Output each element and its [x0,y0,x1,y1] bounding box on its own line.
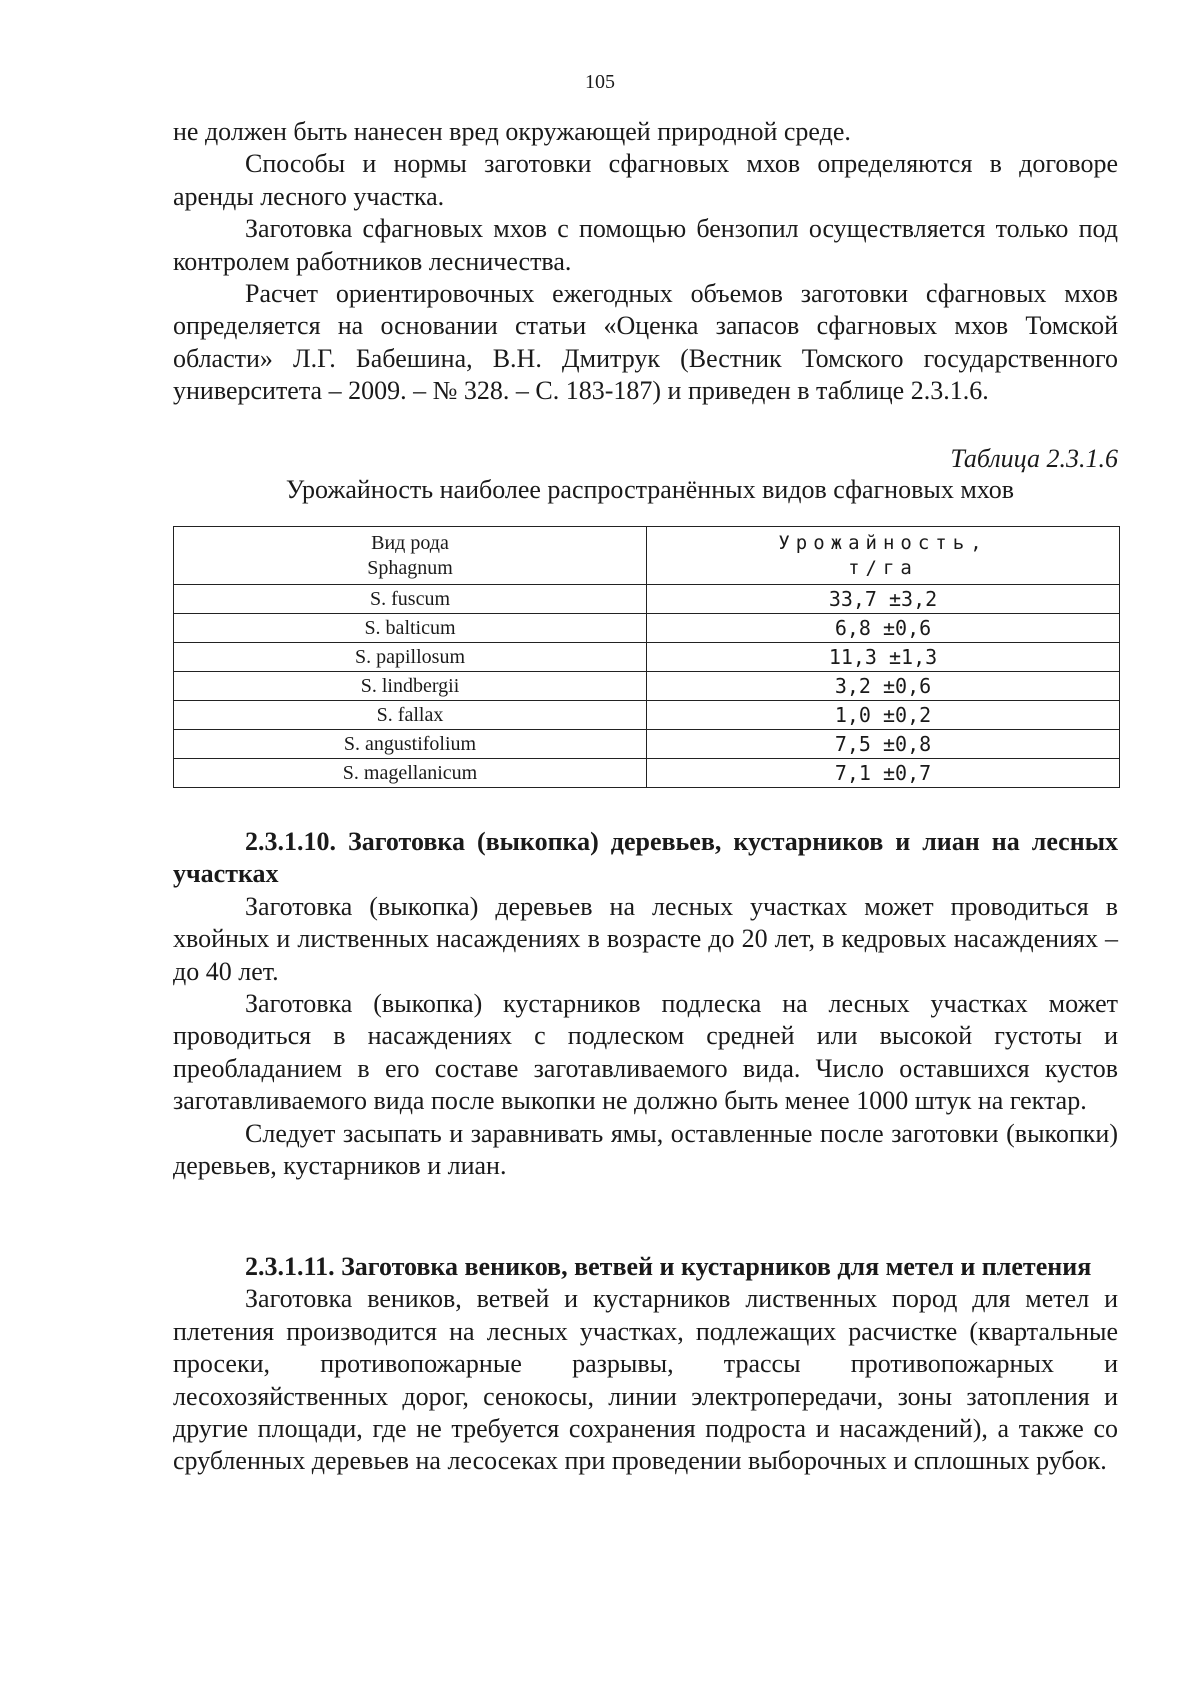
yield-cell: 6,8 ±0,6 [647,614,1120,643]
page-number: 105 [585,71,615,93]
section-heading: 2.3.1.10. Заготовка (выкопка) деревьев, кустарников и лиан на лесных участках [173,827,1118,889]
species-cell: S. fallax [174,701,647,730]
yield-cell: 33,7 ±3,2 [647,585,1120,614]
yield-header-line1: Урожайность, [778,531,988,554]
table-header-row [174,527,1120,585]
section-2-3-1-11 [173,1251,1118,1478]
yield-column-header [647,527,1120,585]
species-header-line2: Sphagnum [367,556,453,579]
table-title: Урожайность наиболее распространённых видов сфагновых мхов [285,475,1015,504]
yield-header-line2: т/га [848,556,918,579]
yield-table [173,526,1120,788]
species-cell: S. papillosum [174,643,647,672]
species-cell: S. angustifolium [174,730,647,759]
paragraph: Заготовка веников, ветвей и кустарников лиственных пород для метел и плетения производится на лесных участках, подлежащих расчистке (квартальные просеки, противопожарные разрывы, трассы противопожарных и лесохозяйственных дорог, сенокосы, линии электропередачи, зоны затопления и другие площади, где не требуется сохранения подроста и насаждений), а также со срубленных деревьев на лесосеках при проведении выборочных и сплошных рубок. [173,1284,1118,1476]
table-row [174,672,1120,701]
paragraph: Заготовка (выкопка) деревьев на лесных участках может проводиться в хвойных и лиственных насаждениях в возрасте до 20 лет, в кедровых насаждениях – до 40 лет. [173,891,1118,986]
paragraph: не должен быть нанесен вред окружающей природной среде. [173,117,851,146]
species-cell: S. fuscum [174,585,647,614]
paragraph: Следует засыпать и заравнивать ямы, оставленные после заготовки (выкопки) деревьев, кустарников и лиан. [173,1118,1118,1181]
section-2-3-1-10 [173,826,1118,1182]
table-label: Таблица 2.3.1.6 [950,444,1118,473]
species-header-line1: Вид рода [371,531,449,554]
paragraph: Заготовка (выкопка) кустарников подлеска на лесных участках может проводиться в насаждениях с подлеском средней или высокой густоты и преобладанием в его составе заготавливаемого вида. Число оставшихся кустов заготавливаемого вида после выкопки не должно быть менее 1000 штук на гектар. [173,989,1118,1116]
species-cell: S. magellanicum [174,759,647,788]
species-column-header [174,527,647,585]
species-cell: S. balticum [174,614,647,643]
table-row [174,585,1120,614]
paragraph: Расчет ориентировочных ежегодных объемов заготовки сфагновых мхов определяется на основании статьи «Оценка запасов сфагновых мхов Томской области» Л.Г. Бабешина, В.Н. Дмитрук (Вестник Томского государственного университета – 2009. – № 328. – С. 183-187) и приведен в таблице 2.3.1.6. [173,279,1118,406]
yield-cell: 7,1 ±0,7 [647,759,1120,788]
table-row [174,730,1120,759]
intro-text [173,116,1118,408]
yield-cell: 1,0 ±0,2 [647,701,1120,730]
paragraph: Способы и нормы заготовки сфагновых мхов определяются в договоре аренды лесного участка. [173,149,1118,211]
section-heading: 2.3.1.11. Заготовка веников, ветвей и кустарников для метел и плетения [245,1252,1092,1281]
table-row [174,614,1120,643]
yield-cell: 7,5 ±0,8 [647,730,1120,759]
table-row [174,701,1120,730]
table-row [174,759,1120,788]
species-cell: S. lindbergii [174,672,647,701]
yield-cell: 11,3 ±1,3 [647,643,1120,672]
yield-cell: 3,2 ±0,6 [647,672,1120,701]
paragraph: Заготовка сфагновых мхов с помощью бензопил осуществляется только под контролем работников лесничества. [173,214,1118,276]
table-row [174,643,1120,672]
